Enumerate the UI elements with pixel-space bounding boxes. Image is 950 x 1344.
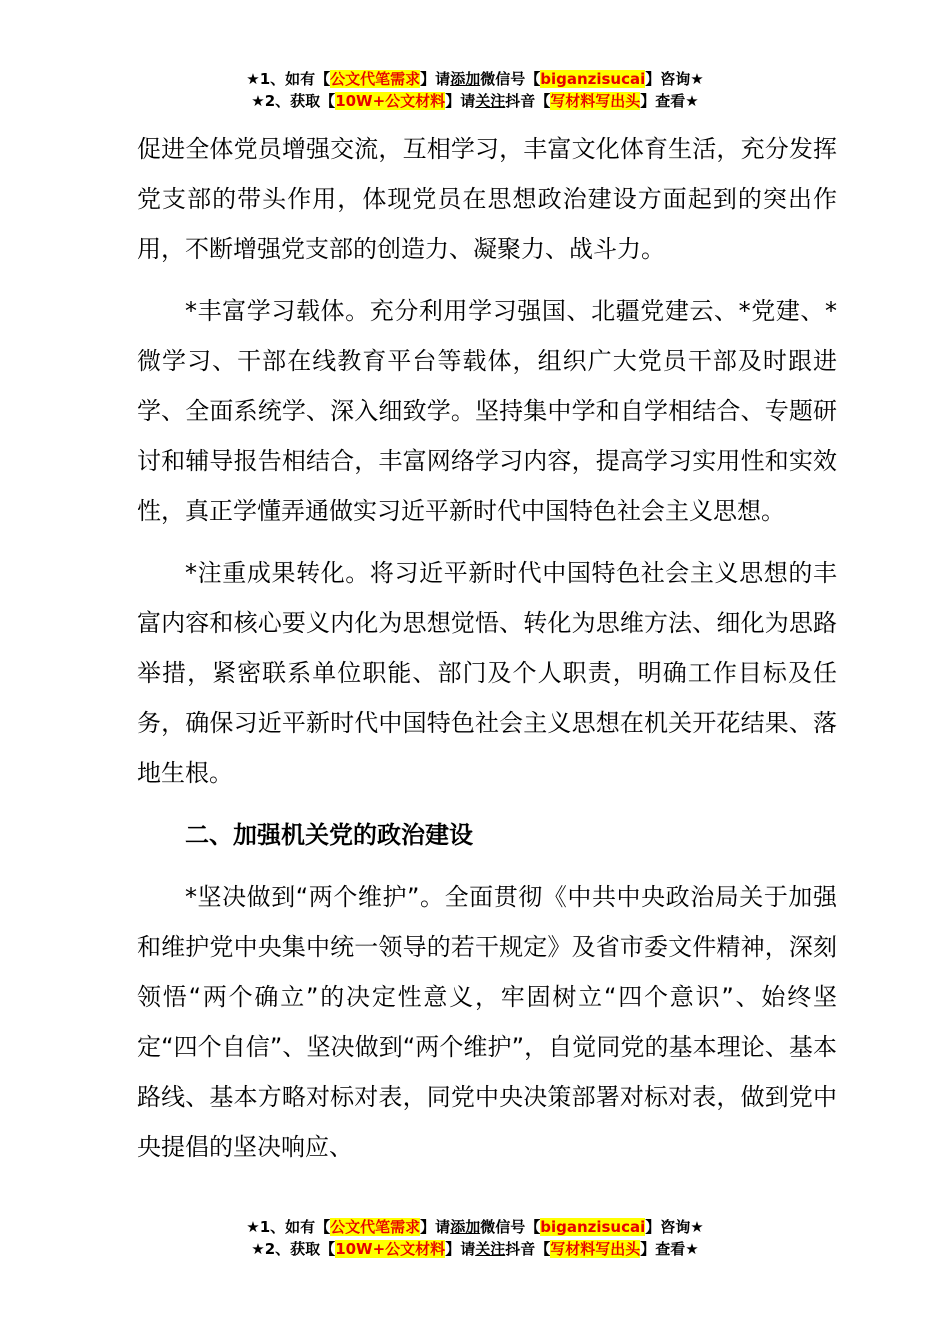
banner-text: 微信号【: [480, 1218, 541, 1236]
banner-line-2: [0, 1238, 950, 1260]
banner-underline-text: 关注: [475, 1240, 506, 1258]
banner-line-1: [0, 1216, 950, 1238]
banner-underline-text: 添加: [450, 70, 481, 88]
banner-line-2: [0, 90, 950, 112]
banner-text: 】请: [445, 92, 476, 110]
banner-text: 微信号【: [480, 70, 541, 88]
banner-text: 抖音【: [505, 1240, 551, 1258]
paragraph-continued: 促进全体党员增强交流，互相学习，丰富文化体育生活，充分发挥党支部的带头作用，体现党员在思想政治建设方面起到的突出作用，不断增强党支部的创造力、凝聚力、战斗力。: [137, 135, 837, 263]
banner-text: 】咨询★: [645, 1218, 704, 1236]
paragraph-two-safeguards: *坚决做到“两个维护”。全面贯彻《中共中央政治局关于加强和维护党中央集中统一领导的若干规定》及省市委文件精神，深刻领悟“两个确立”的决定性意义，牢固树立“四个意识”、始终坚定“四个自信”、坚决做到“两个维护”，自觉同党的基本理论、基本路线、基本方略对标对表，同党中央决策部署对标对表，做到党中央提倡的坚决响应、: [137, 883, 837, 1161]
banner-line-1: [0, 68, 950, 90]
banner-highlight: 10W+公文材料: [335, 1240, 446, 1258]
banner-text: 】咨询★: [645, 70, 704, 88]
document-body: [137, 124, 837, 1184]
banner-underline-text: 添加: [450, 1218, 481, 1236]
paragraph-result-transform: *注重成果转化。将习近平新时代中国特色社会主义思想的丰富内容和核心要义内化为思想觉悟、转化为思维方法、细化为思路举措，紧密联系单位职能、部门及个人职责，明确工作目标及任务，确保习近平新时代中国特色社会主义思想在机关开花结果、落地生根。: [137, 559, 837, 787]
banner-text: 】请: [445, 1240, 476, 1258]
banner-text: ★2、获取【: [251, 1240, 336, 1258]
banner-highlight: 公文代笔需求: [330, 70, 421, 88]
banner-text: 】请: [420, 1218, 451, 1236]
section-heading: 二、加强机关党的政治建设: [185, 821, 473, 849]
banner-highlight: 公文代笔需求: [330, 1218, 421, 1236]
banner-text: 抖音【: [505, 92, 551, 110]
banner-text: 】请: [420, 70, 451, 88]
banner-text: ★2、获取【: [251, 92, 336, 110]
banner-text: 】查看★: [640, 92, 699, 110]
banner-highlight: 写材料写出头: [550, 1240, 641, 1258]
banner-text: ★1、如有【: [246, 70, 331, 88]
banner-highlight: 10W+公文材料: [335, 92, 446, 110]
banner-highlight: biganzisucai: [540, 1218, 646, 1236]
footer-banner: [0, 1216, 950, 1260]
header-banner: [0, 68, 950, 112]
banner-highlight: biganzisucai: [540, 70, 646, 88]
banner-text: ★1、如有【: [246, 1218, 331, 1236]
banner-underline-text: 关注: [475, 92, 506, 110]
banner-highlight: 写材料写出头: [550, 92, 641, 110]
banner-text: 】查看★: [640, 1240, 699, 1258]
paragraph-study-carrier: *丰富学习载体。充分利用学习强国、北疆党建云、*党建、*微学习、干部在线教育平台等载体，组织广大党员干部及时跟进学、全面系统学、深入细致学。坚持集中学和自学相结合、专题研讨和辅导报告相结合，丰富网络学习内容，提高学习实用性和实效性，真正学懂弄通做实习近平新时代中国特色社会主义思想。: [137, 297, 837, 525]
